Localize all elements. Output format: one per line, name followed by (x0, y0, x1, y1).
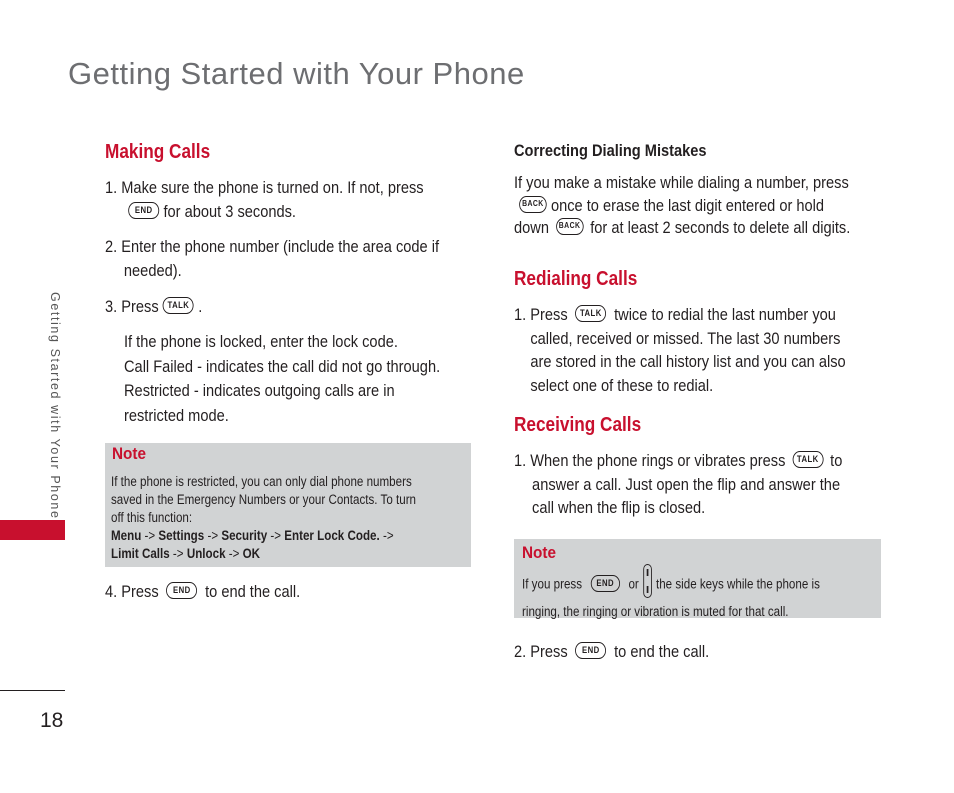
back-key-icon: BACK (556, 218, 584, 235)
receive-step2-b: to end the call. (614, 642, 710, 661)
making-calls-step-3 (105, 295, 202, 319)
redialing-calls-body (514, 303, 846, 397)
step1-text-b: for about 3 seconds. (163, 201, 296, 221)
redial-line-4: select one of these to redial. (530, 375, 714, 395)
mute-ringing-note (514, 539, 881, 618)
note-line-1-a: If you press (522, 576, 583, 592)
redial-line-3: are stored in the call history list and you can also (530, 352, 846, 371)
making-calls-step-2 (105, 235, 439, 282)
receiving-calls-body (514, 449, 842, 520)
correcting-line-3-a: down (514, 218, 549, 237)
menu-path-settings: Settings (158, 528, 205, 543)
path-sep: -> (141, 528, 159, 543)
talk-key-icon: TALK (792, 451, 823, 468)
making-calls-step-1 (105, 176, 424, 223)
end-key-icon: END (128, 202, 159, 219)
menu-path-enter-lock-code: Enter Lock Code. (284, 528, 380, 543)
correcting-line-3-b: for at least 2 seconds to delete all digits. (590, 218, 851, 237)
restricted-info: Restricted - indicates outgoing calls are in (124, 381, 395, 400)
menu-path-unlock: Unlock (186, 546, 226, 561)
note-title: Note (522, 543, 557, 562)
path-sep: -> (225, 546, 243, 561)
step1-text-a: 1. Make sure the phone is turned on. If not, press (105, 178, 424, 197)
correcting-line-1: If you make a mistake while dialing a number, press (514, 173, 849, 192)
step4-text-a: 4. Press (105, 582, 159, 601)
path-sep: -> (169, 546, 187, 561)
making-calls-heading: Making Calls (105, 141, 211, 163)
step3-text-a: 3. Press (105, 297, 159, 316)
end-key-icon: END (591, 575, 620, 592)
menu-path-security: Security (221, 528, 268, 543)
back-key-icon: BACK (519, 196, 547, 213)
section-tab-marker (0, 520, 65, 540)
note-line-2: ringing, the ringing or vibration is muted for that call. (522, 604, 789, 619)
note-line-1-b: or (628, 576, 639, 592)
correcting-mistakes-heading: Correcting Dialing Mistakes (514, 141, 707, 160)
note-body (111, 473, 416, 563)
menu-path-ok: OK (242, 546, 261, 561)
receive-line-3: call when the flip is closed. (532, 498, 706, 517)
side-section-label: Getting Started with Your Phone (48, 292, 62, 520)
step2-text-a: 2. Enter the phone number (include the area code if (105, 237, 440, 256)
step2-text-b: needed). (123, 260, 182, 280)
end-key-icon: END (575, 642, 606, 659)
correcting-line-2: once to erase the last digit entered or hold (550, 195, 825, 215)
redial-line-2: called, received or missed. The last 30 numbers (530, 328, 841, 348)
redial-line-1-b: twice to redial the last number you (614, 305, 836, 324)
menu-path-limit-calls: Limit Calls (111, 546, 170, 561)
side-key-icon (643, 564, 652, 598)
menu-path-menu: Menu (111, 528, 142, 543)
page-number: 18 (40, 709, 64, 732)
menu-path-line-2 (111, 545, 416, 563)
talk-key-icon: TALK (575, 305, 606, 322)
receive-line-1-a: 1. When the phone rings or vibrates press (514, 451, 786, 470)
receiving-calls-step-2 (514, 640, 709, 664)
step4-text-b: to end the call. (205, 582, 301, 601)
path-sep: -> (379, 528, 397, 543)
end-key-icon: END (166, 582, 197, 599)
path-sep: -> (204, 528, 222, 543)
step3-text-b: . (198, 297, 203, 316)
margin-divider (0, 690, 65, 691)
note-line-2: saved in the Emergency Numbers or your Contacts. To turn (111, 492, 417, 507)
redial-line-1-a: 1. Press (514, 305, 568, 324)
receiving-calls-heading: Receiving Calls (514, 414, 642, 436)
path-sep: -> (267, 528, 285, 543)
note-body (522, 568, 820, 622)
call-failed-info: Call Failed - indicates the call did not go through. (124, 356, 441, 376)
making-calls-status-info (124, 330, 440, 428)
correcting-mistakes-body (514, 172, 850, 240)
receive-line-1-b: to (830, 451, 843, 470)
receive-line-2: answer a call. Just open the flip and answer the (532, 474, 841, 494)
page-title: Getting Started with Your Phone (68, 56, 525, 91)
restriction-note (105, 443, 471, 567)
talk-key-icon: TALK (163, 297, 194, 314)
note-line-1: If the phone is restricted, you can only dial phone numbers (111, 474, 412, 489)
making-calls-step-4 (105, 580, 300, 604)
locked-info: If the phone is locked, enter the lock code. (124, 332, 398, 351)
restricted-info-cont: restricted mode. (124, 405, 229, 425)
menu-path-line-1 (111, 527, 416, 545)
note-title: Note (112, 444, 147, 463)
note-line-3: off this function: (111, 510, 193, 525)
receive-step2-a: 2. Press (514, 642, 568, 661)
redialing-calls-heading: Redialing Calls (514, 268, 638, 290)
note-line-1-c: the side keys while the phone is (655, 576, 820, 592)
